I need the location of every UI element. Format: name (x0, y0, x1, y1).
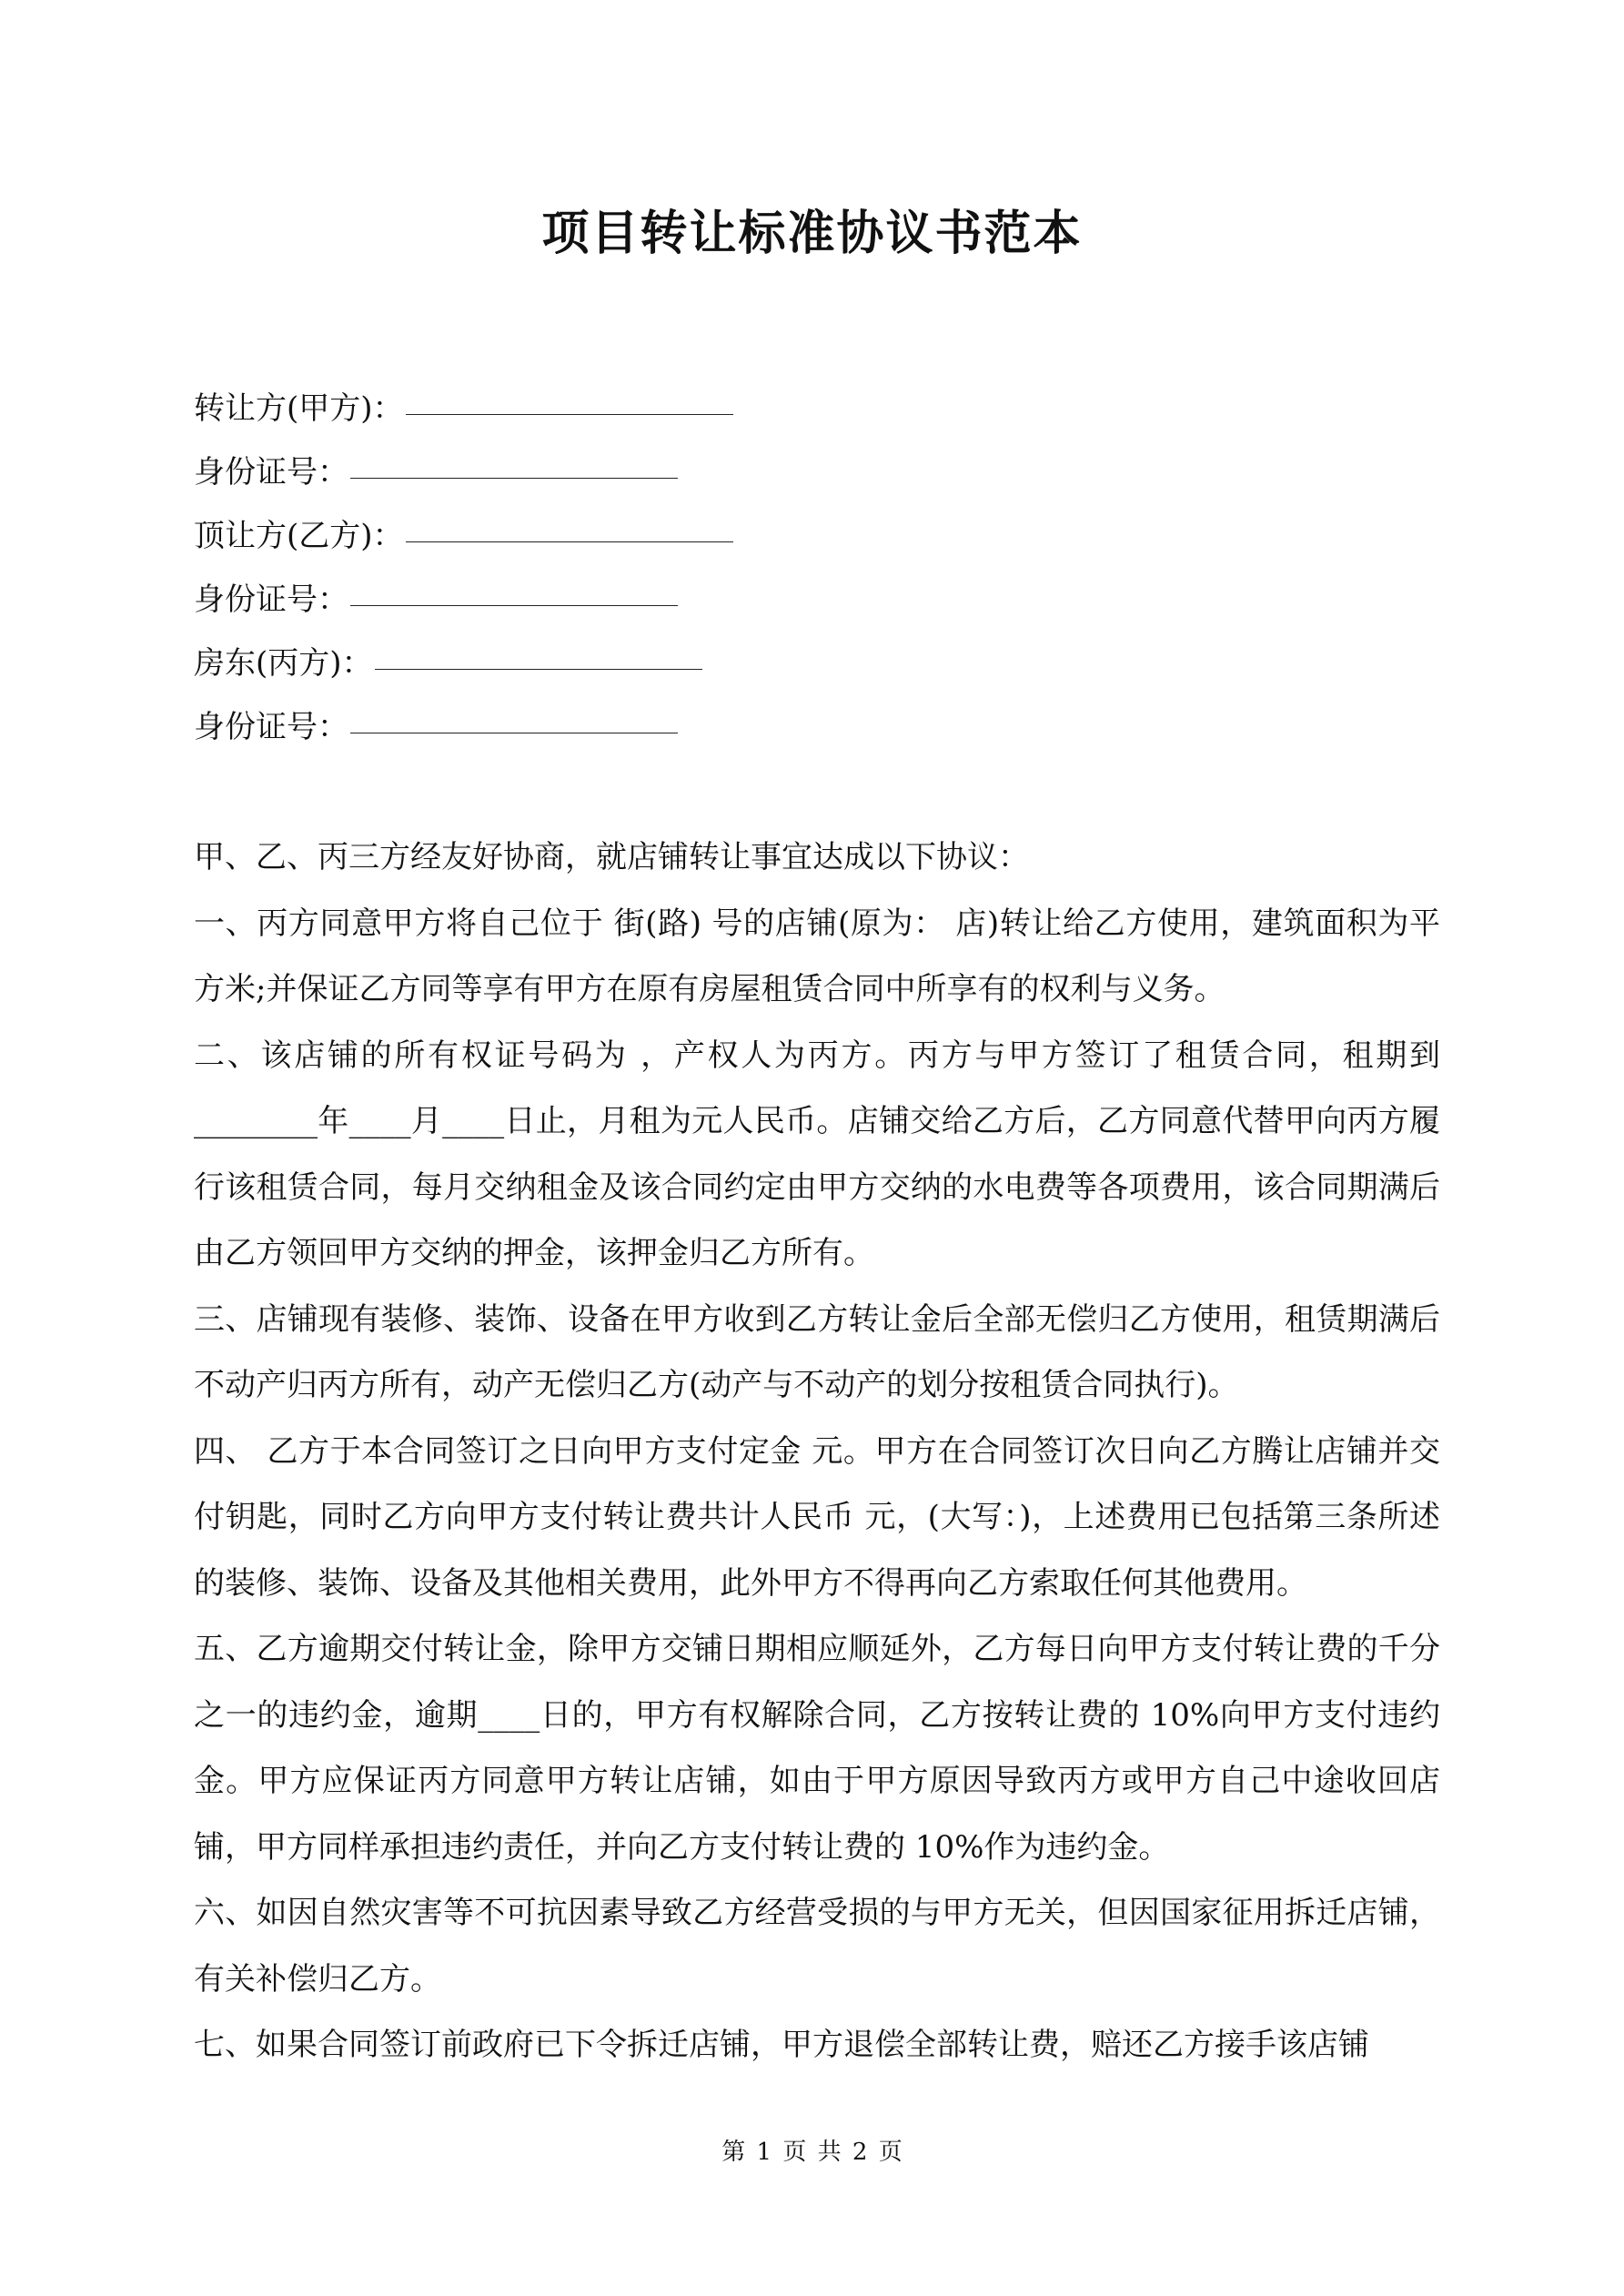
field-label: 转让方(甲方)： (194, 390, 404, 427)
blank-line (406, 378, 733, 415)
field-label: 顶让方(乙方)： (194, 518, 404, 554)
blank-line (350, 696, 678, 733)
clause-6: 六、如因自然灾害等不可抗因素导致乙方经营受损的与甲方无关，但因国家征用拆迁店铺，有关补偿归乙方。 (194, 1895, 1440, 1998)
intro-paragraph: 甲、乙、丙三方经友好协商，就店铺转让事宜达成以下协议： (194, 839, 1029, 875)
field-landlord-id (194, 695, 1468, 759)
field-transferee-id (194, 568, 1468, 632)
field-label: 房东(丙方)： (194, 645, 373, 682)
clause-4: 四、 乙方于本合同签订之日向甲方支付定金 元。甲方在合同签订次日向乙方腾让店铺并交付钥匙，同时乙方向甲方支付转让费共计人民币 元，(大写：)，上述费用已包括第三条所述的装修、装饰、设备及其他相关费用，此外甲方不得再向乙方索取任何其他费用。 (194, 1432, 1440, 1602)
party-fields (194, 377, 1468, 759)
field-label: 身份证号： (194, 454, 348, 491)
blank-line (350, 569, 678, 606)
clause-7: 七、如果合同签订前政府已下令拆迁店铺，甲方退偿全部转让费，赔还乙方接手该店铺 (194, 2027, 1369, 2063)
field-landlord (194, 632, 1468, 695)
document-title: 项目转让标准协议书范本 (541, 206, 1083, 261)
field-transferor-id (194, 440, 1468, 504)
clause-5: 五、乙方逾期交付转让金，除甲方交铺日期相应顺延外，乙方每日向甲方支付转让费的千分之一的违约金，逾期____日的，甲方有权解除合同，乙方按转让费的 10%向甲方支付违约金。甲方应保证丙方同意甲方转让店铺，如由于甲方原因导致丙方或甲方自己中途收回店铺，甲方同样承担违约责任，并向乙方支付转让费的 10%作为违约金。 (194, 1631, 1440, 1866)
clause-1: 一、丙方同意甲方将自己位于 街(路) 号的店铺(原为： 店)转让给乙方使用，建筑面积为平方米;并保证乙方同等享有甲方在原有房屋租赁合同中所享有的权利与义务。 (194, 905, 1440, 1007)
field-label: 身份证号： (194, 582, 348, 618)
field-transferor (194, 377, 1468, 440)
blank-line (375, 632, 702, 670)
blank-line (406, 505, 733, 542)
clause-3: 三、店铺现有装修、装饰、设备在甲方收到乙方转让金后全部无偿归乙方使用，租赁期满后不动产归丙方所有，动产无偿归乙方(动产与不动产的划分按租赁合同执行)。 (194, 1300, 1440, 1403)
clause-2: 二、该店铺的所有权证号码为 ，产权人为丙方。丙方与甲方签订了租赁合同，租期到________年____月____日止，月租为元人民币。店铺交给乙方后，乙方同意代替甲向丙方履行该租赁合同，每月交纳租金及该合同约定由甲方交纳的水电费等各项费用，该合同期满后由乙方领回甲方交纳的押金，该押金归乙方所有。 (194, 1037, 1440, 1271)
page-footer: 第 1 页 共 2 页 (721, 2139, 903, 2166)
field-transferee (194, 504, 1468, 568)
field-label: 身份证号： (194, 709, 348, 745)
agreement-body (194, 824, 1440, 2079)
blank-line (350, 441, 678, 479)
